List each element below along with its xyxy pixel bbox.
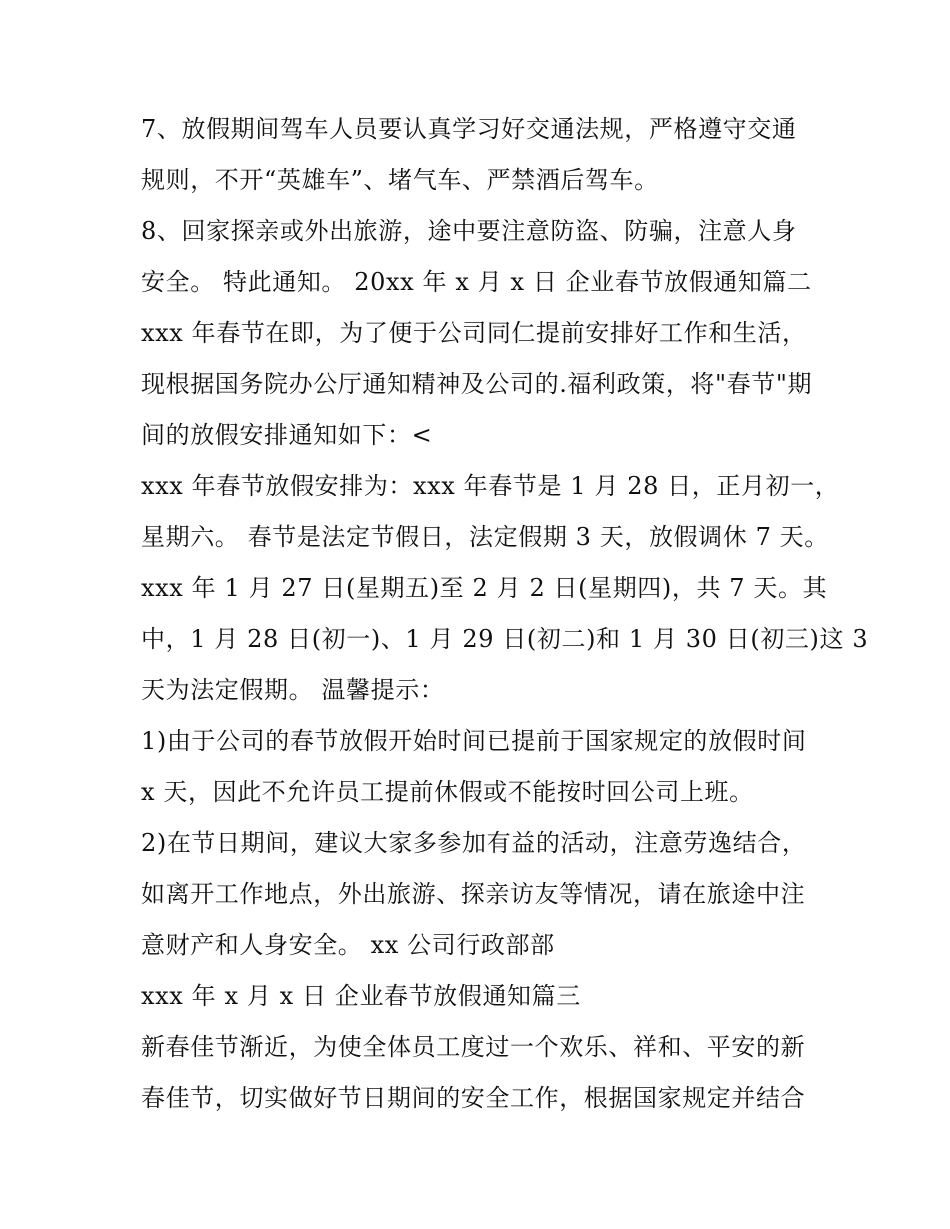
text-line: 间的放假安排通知如下：< [141,421,433,449]
text-line: 1)由于公司的春节放假开始时间已提前于国家规定的放假时间 [141,727,807,755]
text-line: 天为法定假期。 温馨提示： [141,676,445,704]
text-line: 星期六。 春节是法定节假日，法定假期 3 天，放假调休 7 天。 [141,523,829,551]
text-line: 如离开工作地点，外出旅游、探亲访友等情况，请在旅途中注 [141,880,806,908]
text-line: 7、放假期间驾车人员要认真学习好交通法规，严格遵守交通 [141,115,797,143]
text-line: 安全。 特此通知。 20xx 年 x 月 x 日 企业春节放假通知篇二 [141,268,812,296]
text-line: xxx 年 1 月 27 日(星期五)至 2 月 2 日(星期四)，共 7 天。其 [141,574,828,602]
text-line: 规则，不开“英雄车”、堵气车、严禁酒后驾车。 [141,166,659,194]
text-line: 中，1 月 28 日(初一)、1 月 29 日(初二)和 1 月 30 日(初三)这 3 [141,625,869,653]
text-line: 新春佳节渐近，为使全体员工度过一个欢乐、祥和、平安的新 [141,1033,806,1061]
text-line: 2)在节日期间，建议大家多参加有益的活动，注意劳逸结合， [141,829,807,857]
text-line: 意财产和人身安全。 xx 公司行政部部 [141,931,555,959]
text-line: xxx 年春节在即，为了便于公司同仁提前安排好工作和生活， [141,319,807,347]
text-line: 8、回家探亲或外出旅游，途中要注意防盗、防骗，注意人身 [141,217,797,245]
text-line: xxx 年 x 月 x 日 企业春节放假通知篇三 [141,982,581,1010]
document-body [141,104,869,1124]
text-line: 现根据国务院办公厅通知精神及公司的.福利政策，将"春节"期 [141,370,813,398]
text-line: 春佳节，切实做好节日期间的安全工作，根据国家规定并结合 [141,1084,806,1112]
text-line: xxx 年春节放假安排为：xxx 年春节是 1 月 28 日，正月初一， [141,472,840,500]
text-line: x 天，因此不允许员工提前休假或不能按时回公司上班。 [141,778,754,806]
